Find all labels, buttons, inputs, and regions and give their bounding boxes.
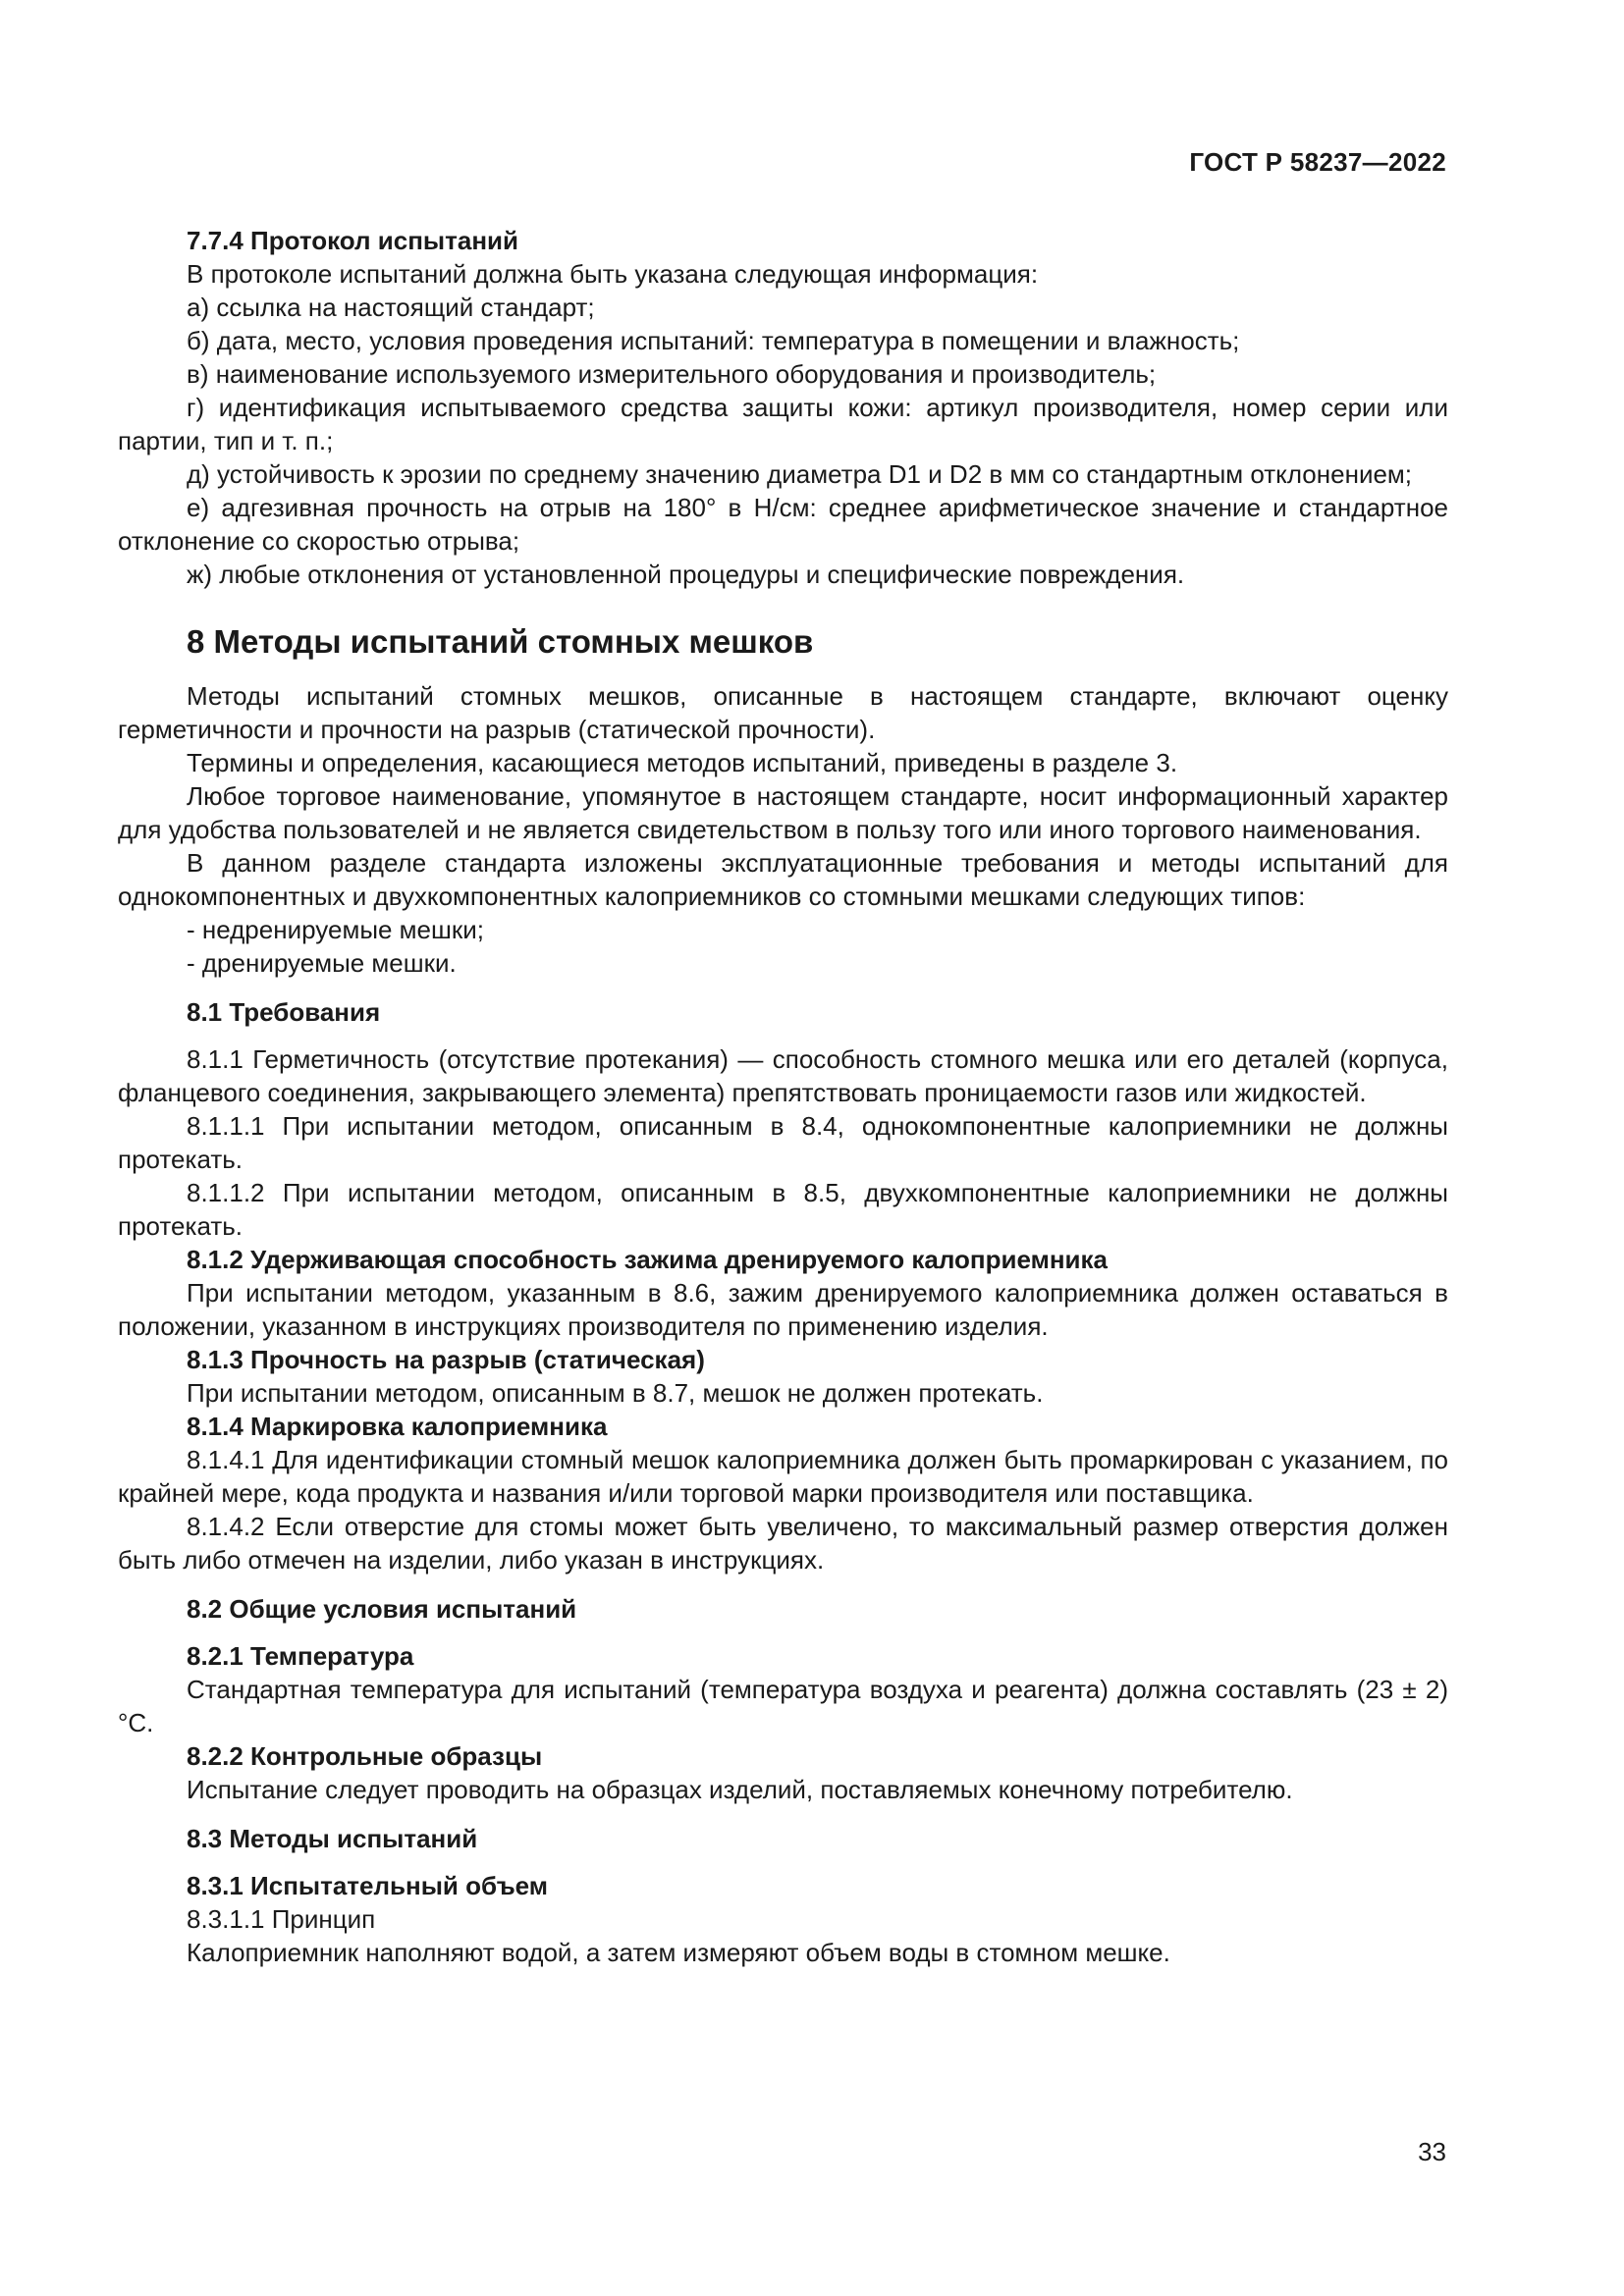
paragraph: Термины и определения, касающиеся методов испытаний, приведены в разделе 3.: [187, 748, 1178, 777]
list-item: д) устойчивость к эрозии по среднему значению диаметра D1 и D2 в мм со стандартным отклонением;: [187, 459, 1413, 489]
heading-8-1: 8.1 Требования: [187, 997, 381, 1027]
paragraph: Методы испытаний стомных мешков, описанные в настоящем стандарте, включают оценку герметичности и прочности на разрыв (статической прочности).: [118, 681, 1448, 744]
heading-8-1-2: 8.1.2 Удерживающая способность зажима дренируемого калоприемника: [187, 1245, 1108, 1274]
heading-8-3: 8.3 Методы испытаний: [187, 1824, 478, 1853]
list-item: ж) любые отклонения от установленной процедуры и специфические повреждения.: [187, 560, 1185, 589]
heading-8-3-1: 8.3.1 Испытательный объем: [187, 1871, 549, 1900]
heading-8-2-2: 8.2.2 Контрольные образцы: [187, 1741, 543, 1771]
paragraph: Любое торговое наименование, упомянутое в настоящем стандарте, носит информационный характер для удобства пользователей и не является свидетельством в пользу того или иного торгового наименования.: [118, 781, 1448, 844]
paragraph: 8.1.4.1 Для идентификации стомный мешок калоприемника должен быть промаркирован с указанием, по крайней мере, кода продукта и названия и/или торговой марки производителя или поставщика.: [118, 1445, 1448, 1508]
list-item: г) идентификация испытываемого средства защиты кожи: артикул производителя, номер серии или партии, тип и т. п.;: [118, 393, 1448, 455]
paragraph: При испытании методом, описанным в 8.7, мешок не должен протекать.: [187, 1378, 1044, 1408]
paragraph: 8.1.1.1 При испытании методом, описанным в 8.4, однокомпонентные калоприемники не должны протекать.: [118, 1111, 1448, 1174]
document-code: ГОСТ Р 58237—2022: [1189, 147, 1446, 177]
heading-8-1-4: 8.1.4 Маркировка калоприемника: [187, 1412, 608, 1441]
paragraph: Испытание следует проводить на образцах изделий, поставляемых конечному потребителю.: [187, 1775, 1293, 1804]
heading-8-2: 8.2 Общие условия испытаний: [187, 1594, 577, 1624]
list-item: в) наименование используемого измерительного оборудования и производитель;: [187, 359, 1157, 389]
heading-8-2-1: 8.2.1 Температура: [187, 1641, 414, 1671]
heading-7-7-4: 7.7.4 Протокол испытаний: [187, 226, 518, 255]
section-heading-8: 8 Методы испытаний стомных мешков: [187, 623, 814, 660]
list-item: е) адгезивная прочность на отрыв на 180° в Н/см: среднее арифметическое значение и стандартное отклонение со скоростью отрыва;: [118, 493, 1448, 556]
paragraph: 8.1.4.2 Если отверстие для стомы может быть увеличено, то максимальный размер отверстия должен быть либо отмечен на изделии, либо указан в инструкциях.: [118, 1512, 1448, 1575]
paragraph: Стандартная температура для испытаний (температура воздуха и реагента) должна составлять (23 ± 2) °С.: [118, 1675, 1448, 1737]
page-number: 33: [1418, 2137, 1446, 2166]
list-item: - недренируемые мешки;: [187, 915, 484, 944]
paragraph: 8.1.1.2 При испытании методом, описанным в 8.5, двухкомпонентные калоприемники не должны протекать.: [118, 1178, 1448, 1241]
list-item: а) ссылка на настоящий стандарт;: [187, 293, 595, 322]
paragraph: При испытании методом, указанным в 8.6, зажим дренируемого калоприемника должен оставаться в положении, указанном в инструкциях производителя по применению изделия.: [118, 1278, 1448, 1341]
paragraph: В данном разделе стандарта изложены эксплуатационные требования и методы испытаний для однокомпонентных и двухкомпонентных калоприемников со стомными мешками следующих типов:: [118, 848, 1448, 911]
list-item: б) дата, место, условия проведения испытаний: температура в помещении и влажность;: [187, 326, 1240, 355]
paragraph: 8.3.1.1 Принцип: [187, 1904, 376, 1934]
document-body: [118, 224, 1448, 1969]
heading-8-1-3: 8.1.3 Прочность на разрыв (статическая): [187, 1345, 705, 1374]
list-item: - дренируемые мешки.: [187, 948, 457, 978]
paragraph: Калоприемник наполняют водой, а затем измеряют объем воды в стомном мешке.: [187, 1938, 1170, 1967]
paragraph: В протоколе испытаний должна быть указана следующая информация:: [187, 259, 1039, 289]
paragraph: 8.1.1 Герметичность (отсутствие протекания) — способность стомного мешка или его деталей (корпуса, фланцевого соединения, закрывающего элемента) препятствовать проницаемости газов или жидкостей.: [118, 1044, 1448, 1107]
